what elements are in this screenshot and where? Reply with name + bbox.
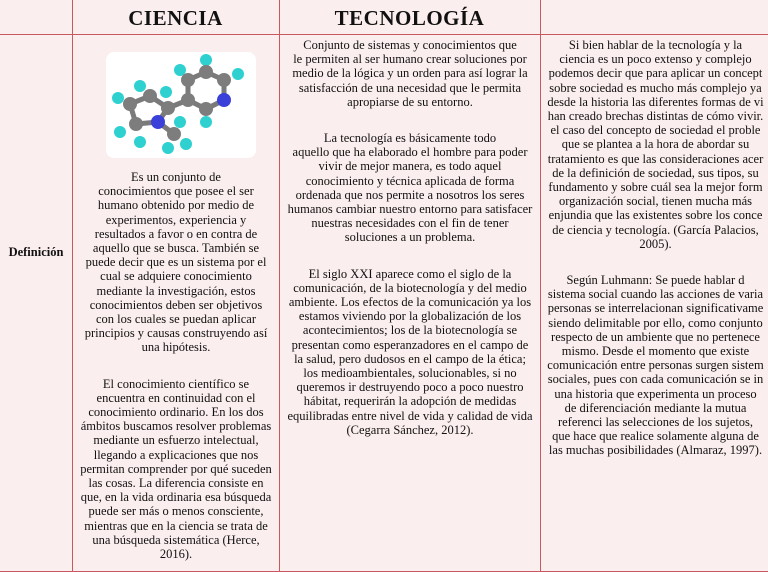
text-line: humanos cambiar nuestro entorno para satisfacer bbox=[287, 202, 533, 217]
sociedad-paragraph-1 bbox=[543, 38, 768, 251]
text-line: principios y causas construyendo así bbox=[84, 326, 268, 341]
text-line: enjundia que las existentes sobre los conce bbox=[548, 208, 763, 223]
ciencia-paragraph-1 bbox=[76, 170, 276, 355]
text-line: humano obtenido por medio de bbox=[97, 198, 255, 213]
text-line: acontecimientos; los de la biotecnología se bbox=[302, 323, 518, 338]
text-line: organización social, tienen mucha más bbox=[558, 194, 753, 209]
text-line: queremos ir destruyendo poco a poco nuestro bbox=[296, 380, 524, 395]
header-third-column bbox=[540, 6, 768, 32]
text-line: mediante un esfuerzo intelectual, bbox=[93, 433, 259, 448]
text-line: hábitat, requerirán la adopción de medidas bbox=[303, 394, 517, 409]
text-line: conocimientos que posee el ser bbox=[98, 184, 254, 199]
text-line: respecto de un ambiente que no pertenece bbox=[551, 329, 760, 344]
text-line: que, en la vida ordinaria esa búsqueda bbox=[80, 490, 272, 505]
text-line: tratamiento es que las consideraciones acer bbox=[547, 151, 764, 166]
text-line: permitan comprender por qué suceden bbox=[80, 461, 272, 476]
text-line: referenci las selecciones de los sujetos, bbox=[557, 415, 754, 430]
text-line: cual se adquiere conocimiento bbox=[100, 269, 252, 284]
text-line: puede decir que es un sistema por el bbox=[85, 255, 267, 270]
text-line: (Cegarra Sánchez, 2012). bbox=[346, 422, 474, 437]
header-ciencia: CIENCIA bbox=[128, 6, 223, 30]
text-line: ordenada que nos permite a nosotros los seres bbox=[295, 187, 525, 202]
tecnologia-paragraph-2 bbox=[281, 131, 539, 245]
text-line: los medioambientales, solucionables, si no bbox=[303, 366, 517, 381]
text-line: Según Luhmann: Se puede hablar d bbox=[566, 273, 745, 288]
tecnologia-paragraph-1 bbox=[281, 38, 539, 109]
text-line: presentan como esperanzadores en el campo de bbox=[291, 337, 529, 352]
text-line: 2016). bbox=[159, 547, 193, 562]
text-line: resultados a favor o en contra de bbox=[94, 226, 258, 241]
header-tecnologia: TECNOLOGÍA bbox=[334, 6, 485, 30]
text-line: de diferenciación mediante la mutua bbox=[564, 400, 747, 415]
text-line: que hace que realice solamente alguna de bbox=[552, 429, 759, 444]
text-line: desde la historia las diferentes formas de vi bbox=[547, 94, 764, 109]
text-line: nuestras necesidades con el fin de tener bbox=[311, 216, 509, 231]
text-line: estamos viviendo por la globalización de los bbox=[298, 309, 522, 324]
sociedad-definition bbox=[543, 38, 768, 458]
text-line: fundamento y sobre cuál sea la mejor form bbox=[548, 180, 763, 195]
text-line: con los cuales se puedan aplicar bbox=[95, 312, 256, 327]
text-line: de la definición de sociedad, sus tipos, su bbox=[552, 165, 759, 180]
text-line: siendo delimitable por ello, como conjunto bbox=[548, 315, 763, 330]
row-label-definicion: Definición bbox=[8, 245, 64, 259]
table-border bbox=[72, 0, 73, 572]
molecule-image bbox=[106, 52, 256, 158]
text-line: conocimiento ordinario. En los dos bbox=[88, 405, 264, 420]
text-line: La tecnología es básicamente todo bbox=[323, 131, 497, 146]
text-line: vivir de mejor manera, es todo aquel bbox=[318, 159, 502, 174]
text-line: satisfacción de una necesidad que le permita bbox=[298, 80, 522, 95]
text-line: sobre sociedad es mucho más complejo ya bbox=[549, 80, 762, 95]
text-line: El siglo XXI aparece como el siglo de la bbox=[308, 266, 512, 281]
text-line: de ciencia y tecnología. (García Palacios, bbox=[552, 222, 759, 237]
text-line: experimentos, experiencia y bbox=[105, 212, 247, 227]
text-line: han creado brechas distintas de cómo vivir. bbox=[547, 109, 764, 124]
text-line: Es un conjunto de bbox=[131, 170, 221, 184]
text-line: conocimiento y técnica aplicada de forma bbox=[305, 173, 515, 188]
text-line: podemos decir que para aplicar un concept bbox=[548, 66, 763, 81]
text-line: soluciones a un problema. bbox=[344, 230, 476, 245]
sociedad-paragraph-2 bbox=[543, 273, 768, 458]
table-border bbox=[540, 0, 541, 572]
text-line: el caso del concepto de sociedad el proble bbox=[550, 123, 761, 138]
text-line: apropiarse de su entorno. bbox=[347, 94, 473, 109]
text-line: encuentra en continuidad con el bbox=[96, 390, 256, 405]
text-line: las cosas. La diferencia consiste en bbox=[88, 476, 264, 491]
text-line: 2005). bbox=[639, 236, 672, 251]
text-line: El conocimiento científico se bbox=[102, 376, 250, 391]
text-line: Si bien hablar de la tecnología y la bbox=[568, 38, 743, 52]
tecnologia-paragraph-3 bbox=[281, 267, 539, 437]
text-line: Conjunto de sistemas y conocimientos que bbox=[303, 38, 517, 52]
text-line: ambiente. Los efectos de la comunicación ya los bbox=[288, 295, 532, 310]
text-line: una historia que experimenta un proceso bbox=[554, 386, 757, 401]
text-line: mismo. Desde el momento que existe bbox=[561, 344, 750, 359]
text-line: puede ser más o menos consciente, bbox=[88, 504, 264, 519]
text-line: aquello que ha elaborado el hombre para poder bbox=[292, 145, 528, 160]
text-line: sistema social cuando las acciones de varia bbox=[547, 287, 764, 302]
ciencia-paragraph-2 bbox=[76, 377, 276, 562]
text-line: aquello que se busca. También se bbox=[92, 241, 260, 256]
text-line: personas se interrelacionan significativame bbox=[547, 301, 764, 316]
text-line: comunicación entre personas surgen sistem bbox=[547, 358, 764, 373]
tecnologia-definition bbox=[281, 38, 539, 437]
text-line: comunicación, de la biotecnología y del medio bbox=[293, 280, 527, 295]
text-line: llegando a explicaciones que nos bbox=[93, 447, 259, 462]
text-line: una búsqueda sistemática (Herce, bbox=[92, 532, 260, 547]
text-line: la salud, pero dudosos en el campo de la ética; bbox=[294, 351, 526, 366]
ciencia-definition bbox=[76, 170, 276, 561]
text-line: las muchas posibilidades (Almaraz, 1997). bbox=[548, 443, 763, 458]
text-line: medio de la lógica y un orden para así lograr la bbox=[292, 66, 528, 81]
text-line: mientras que en la ciencia se trata de bbox=[84, 518, 268, 533]
text-line: le permiten al ser humano crear soluciones por bbox=[293, 52, 527, 67]
table-border bbox=[0, 34, 768, 35]
text-line: ciencia es un poco extenso y complejo bbox=[559, 52, 752, 67]
text-line: una hipótesis. bbox=[141, 340, 211, 355]
text-line: equilibradas entre nivel de vida y calidad de vida bbox=[287, 408, 533, 423]
text-line: conocimientos deben ser objetivos bbox=[89, 297, 263, 312]
text-line: ámbitos buscamos resolver problemas bbox=[80, 419, 272, 434]
text-line: que se plantea a la hora de abordar su bbox=[561, 137, 750, 152]
text-line: mediante la investigación, estos bbox=[96, 283, 256, 298]
text-line: sociales, pues con cada comunicación se in bbox=[547, 372, 764, 387]
table-border bbox=[279, 0, 280, 572]
